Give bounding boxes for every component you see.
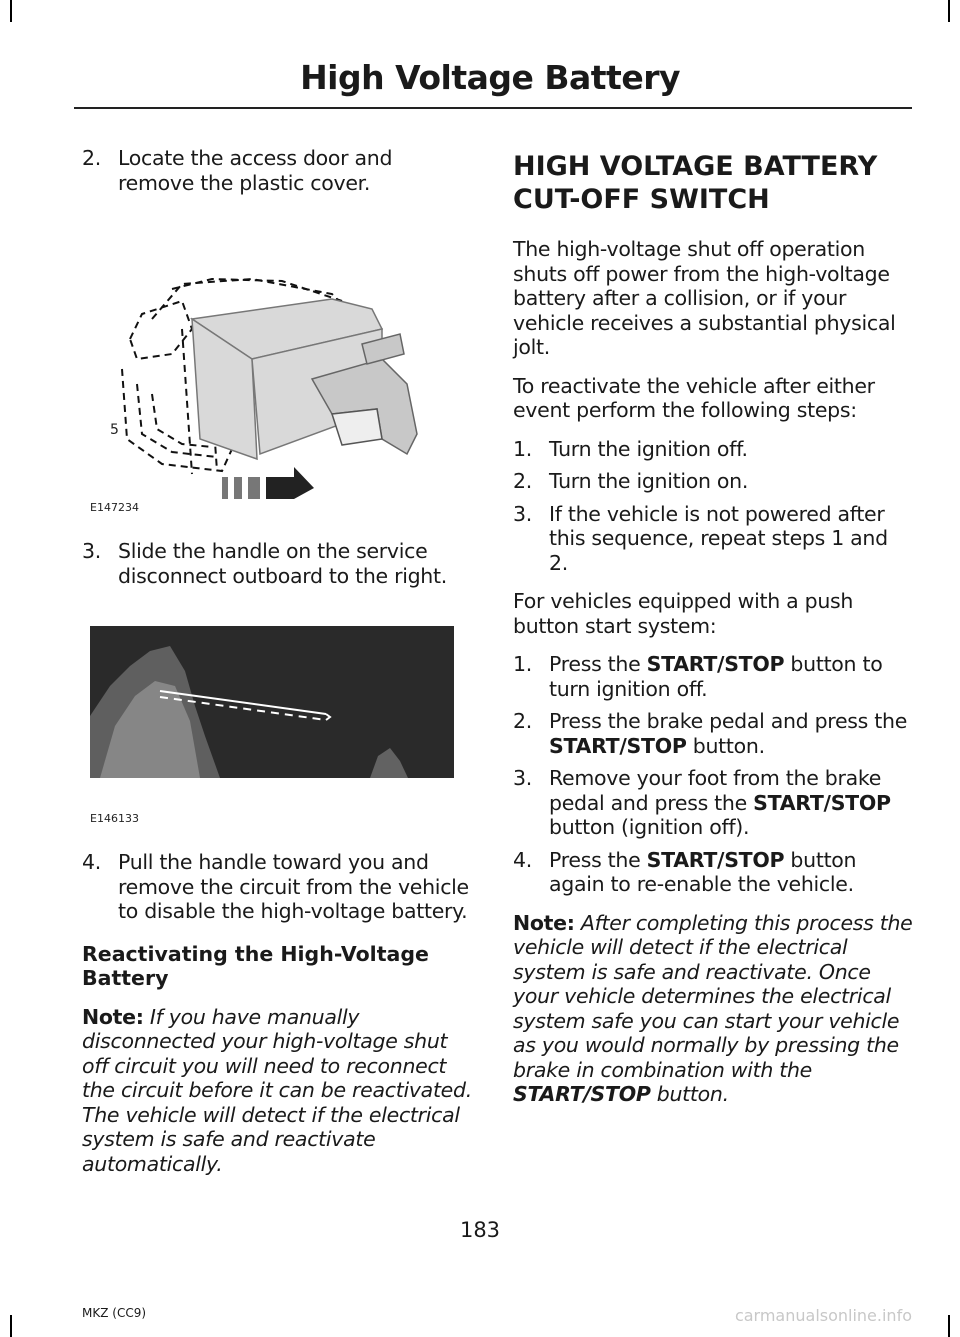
- step-text: Locate the access door and remove the plastic cover.: [118, 146, 393, 195]
- start-stop-label: START/STOP: [753, 790, 891, 815]
- start-stop-label: START/STOP: [646, 652, 785, 676]
- service-disconnect-photo: [90, 626, 454, 778]
- step-number: 1.: [513, 436, 532, 461]
- direction-arrow-icon: [266, 467, 314, 499]
- push-button-paragraph: For vehicles equipped with a push button start system:: [513, 589, 854, 638]
- step-3: [82, 539, 472, 588]
- note-paragraph: [513, 911, 913, 1107]
- crop-mark: [948, 0, 950, 22]
- step-text-part: Remove your foot from the brake pedal and press the: [549, 766, 882, 815]
- svg-text:5: 5: [110, 422, 119, 438]
- step-text: [549, 766, 913, 840]
- step-text: Turn the ignition off.: [549, 436, 748, 461]
- main-heading: [513, 150, 913, 217]
- crop-mark: [10, 0, 12, 22]
- step-text: Slide the handle on the service disconnect outboard to the right.: [118, 539, 447, 588]
- step-number: 1.: [513, 652, 532, 676]
- list1-step-2: [513, 469, 913, 494]
- section-heading: Reactivating the High-Voltage Battery: [82, 941, 429, 990]
- step-4: [82, 850, 472, 924]
- step-number: 2.: [82, 146, 101, 170]
- figure-access-door: [82, 209, 472, 514]
- step-text-part: button.: [686, 733, 765, 758]
- step-text-part: button (ignition off).: [549, 815, 750, 839]
- list1-step-1: [513, 437, 913, 462]
- intro-paragraph: The high-voltage shut off operation shuts off power from the high-voltage battery after a collision, or if your vehicle receives a substantial physical jolt.: [513, 237, 896, 359]
- arrow-stripe: [222, 477, 228, 499]
- start-stop-label: START/STOP: [549, 733, 687, 758]
- header-divider: [74, 107, 912, 109]
- figure-code: E146133: [90, 812, 139, 825]
- step-text-part: button to turn ignition off.: [549, 652, 883, 701]
- heading-line-2: CUT-OFF SWITCH: [513, 184, 770, 215]
- list2-step-3: [513, 766, 913, 840]
- step-number: 3.: [513, 501, 532, 526]
- step-text: [549, 848, 913, 897]
- list2-step-2: [513, 709, 913, 758]
- note-paragraph: [82, 1005, 472, 1177]
- step-text: Turn the ignition on.: [549, 469, 749, 493]
- step-text-part: button again to re-enable the vehicle.: [549, 847, 857, 896]
- step-number: 4.: [513, 847, 532, 872]
- list2-step-4: [513, 848, 913, 897]
- right-column: [513, 146, 913, 1121]
- step-2: [82, 146, 472, 195]
- step-number: 3.: [82, 539, 101, 563]
- step-text: [549, 652, 913, 701]
- step-number: 2.: [513, 709, 532, 733]
- step-text-part: Press the brake pedal and press the: [549, 709, 908, 733]
- step-text-part: Press the: [549, 652, 647, 676]
- watermark: carmanualsonline.info: [734, 1306, 912, 1325]
- crop-mark: [10, 1315, 12, 1337]
- access-door-illustration: [82, 209, 472, 499]
- note-text-end: button.: [650, 1082, 729, 1106]
- left-column: [82, 146, 472, 1190]
- step-number: 3.: [513, 766, 532, 790]
- figure-service-disconnect: [82, 626, 472, 826]
- crop-mark: [948, 1315, 950, 1337]
- page-title: High Voltage Battery: [300, 58, 680, 97]
- step-text: If the vehicle is not powered after this sequence, repeat steps 1 and 2.: [549, 501, 888, 575]
- list2-step-1: [513, 652, 913, 701]
- instructions-paragraph: To reactivate the vehicle after either event perform the following steps:: [513, 373, 875, 422]
- step-text: Pull the handle toward you and remove the circuit from the vehicle to disable the high-voltage battery.: [118, 850, 469, 923]
- figure-code: E147234: [90, 501, 139, 514]
- start-stop-label: START/STOP: [513, 1082, 651, 1106]
- heading-line-1: HIGH VOLTAGE BATTERY: [513, 151, 878, 182]
- step-number: 4.: [82, 850, 101, 874]
- page-number: 183: [459, 1218, 501, 1242]
- note-label: Note:: [82, 1004, 144, 1029]
- note-text: After completing this process the vehicle will detect if the electrical system is safe and reactivate. Once your vehicle determines the electrical system safe you can start your vehicle as you would normally by pressing the brake in combination with the: [513, 910, 913, 1082]
- step-number: 2.: [513, 469, 532, 493]
- note-text: If you have manually disconnected your high-voltage shut off circuit you will need to reconnect the circuit before it can be reactivated. The vehicle will detect if the electrical system is safe and reactivate automatically.: [82, 1004, 472, 1176]
- start-stop-label: START/STOP: [646, 847, 785, 872]
- step-text: [549, 709, 913, 758]
- model-code: MKZ (CC9): [82, 1306, 147, 1320]
- step-text-part: Press the: [549, 847, 647, 872]
- list1-step-3: [513, 502, 913, 576]
- note-label: Note:: [513, 910, 575, 935]
